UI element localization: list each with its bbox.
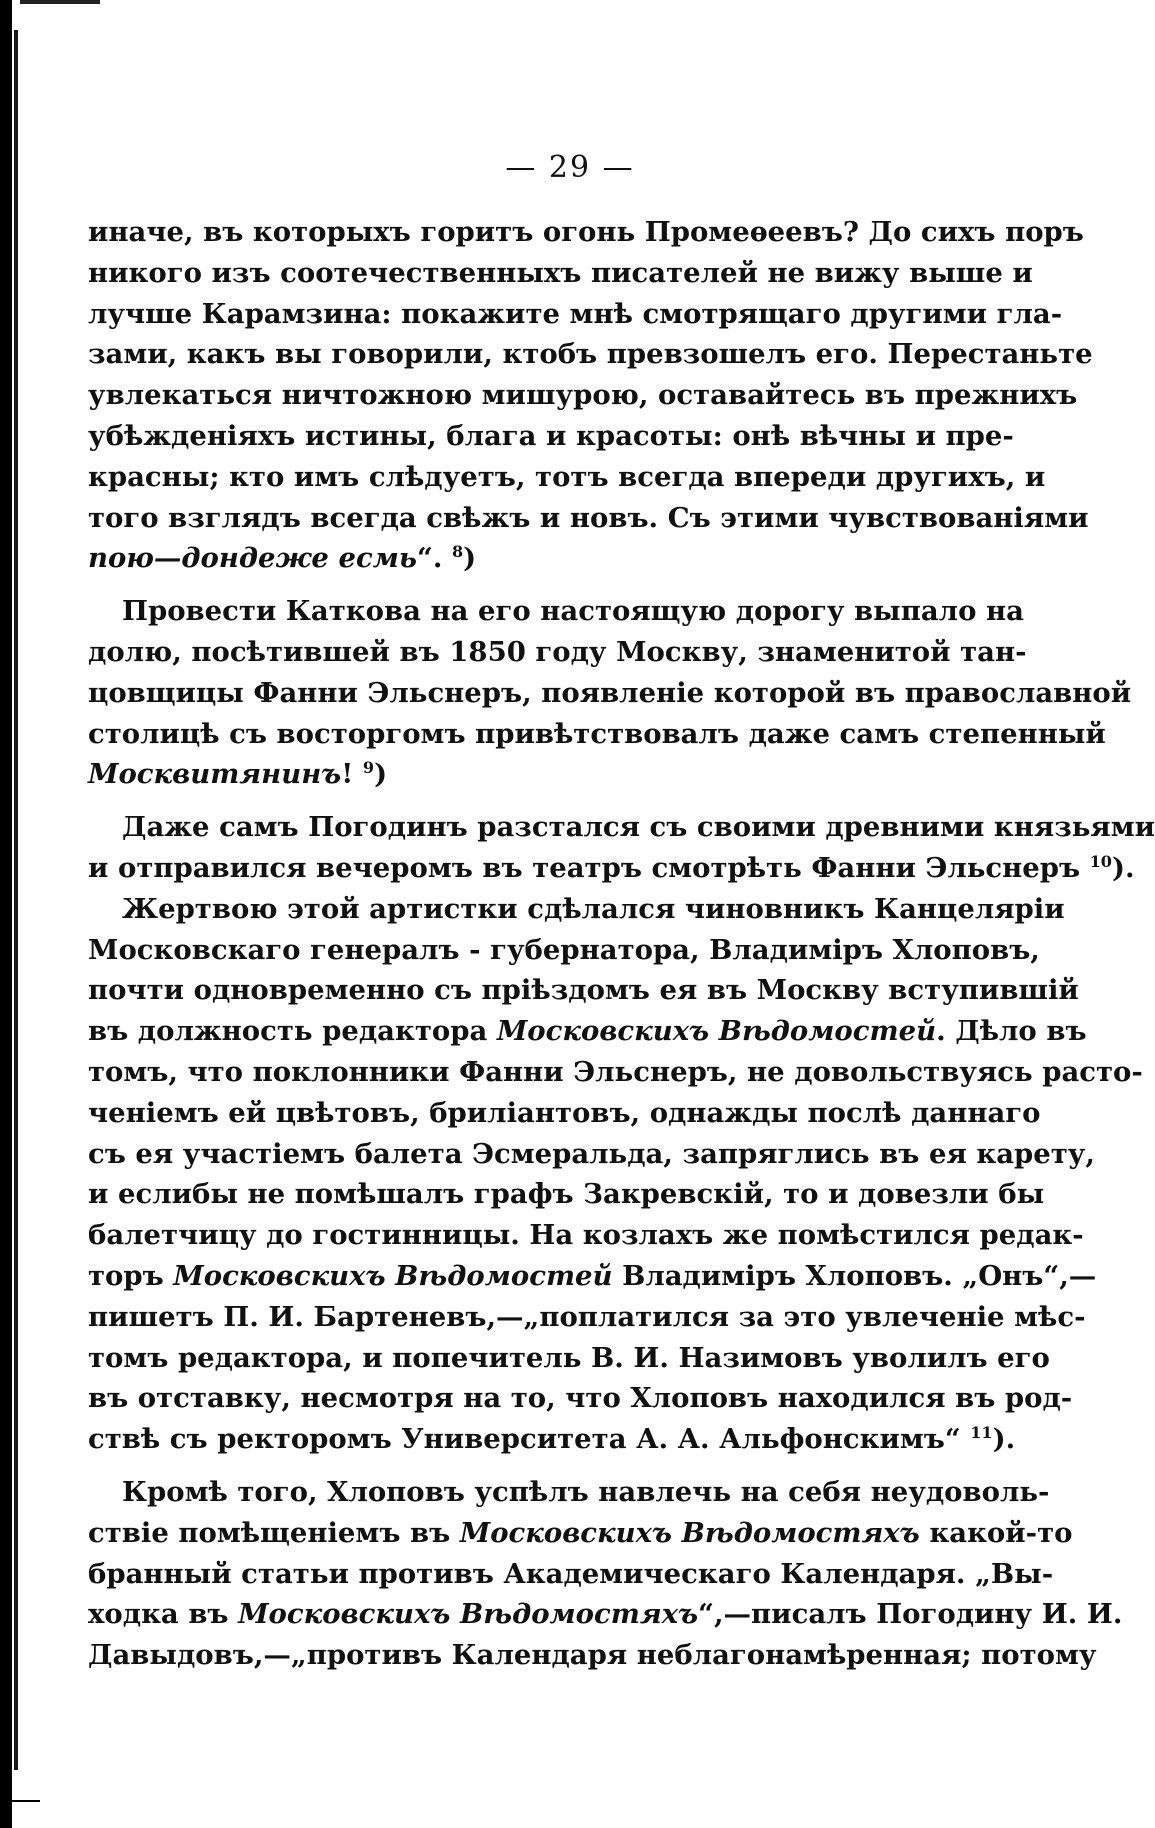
text-line: томъ редактора, и попечитель В. И. Назимовъ уволилъ его (88, 1341, 1050, 1374)
text-line: томъ, что поклонники Фанни Эльснеръ, не довольствуясь расто- (88, 1055, 1143, 1088)
text-line: иначе, въ которыхъ горитъ огонь Промеѳеевъ? До сихъ поръ (88, 216, 1084, 248)
text-line (88, 538, 928, 579)
paragraph-5 (88, 1472, 1123, 1676)
line-text: и отправился вечеромъ въ театръ смотрѣть Фанни Эльснеръ (88, 851, 1090, 884)
text-line: убѣжденіяхъ истины, блага и красоты: онѣ вѣчны и пре- (88, 419, 1014, 452)
paragraph-2 (88, 591, 1132, 795)
text-line: ченіемъ ей цвѣтовъ, бриліантовъ, однажды послѣ даннаго (88, 1096, 1041, 1129)
text-line (88, 848, 1135, 889)
text-line: никого изъ соотечественныхъ писателей не вижу выше и (88, 256, 1033, 289)
footnote-paren: ) (463, 542, 477, 575)
text-line (88, 1011, 1087, 1052)
text-line: увлекаться ничтожною мишурою, оставайтесь въ прежнихъ (88, 379, 1078, 412)
text-line: столицѣ съ восторгомъ привѣтствовалъ даже самъ степенный (88, 717, 1106, 750)
line-text: ствіе помѣщеніемъ въ (88, 1516, 460, 1549)
page-number: — 29 — (505, 150, 635, 185)
footnote-paren: ) (374, 758, 388, 791)
line-text: торъ (88, 1259, 174, 1292)
paragraph-gap (88, 579, 928, 591)
italic-title: Московскихъ Вѣдомостяхъ (459, 1516, 920, 1549)
footnote-paren: ). (1111, 851, 1135, 884)
text-line (88, 1256, 1097, 1297)
text-line: долю, посѣтившей въ 1850 году Москву, знаменитой тан- (88, 635, 1027, 668)
line-text: Владиміръ Хлоповъ. „Онъ“,— (612, 1259, 1097, 1292)
quote-end: “. (417, 542, 452, 575)
footnote-ref: 9 (362, 758, 375, 778)
italic-quote: пою—дондеже есмь (88, 542, 418, 575)
text-line: почти одновременно съ пріѣздомъ ея въ Москву вступившій (88, 974, 1079, 1007)
body-text (88, 212, 1155, 1676)
text-line: балетчицу до гостинницы. На козлахъ же помѣстился редак- (88, 1219, 1084, 1252)
line-text: ходка въ (88, 1598, 239, 1631)
italic-title: Московскихъ Вѣдомостей (173, 1259, 613, 1292)
text-line: того взглядъ всегда свѣжъ и новъ. Съ этими чувствованіями (88, 501, 1089, 534)
text-line: Жертвою этой артистки сдѣлался чиновникъ Канцеляріи (122, 892, 1065, 925)
text-line: красны; кто имъ слѣдуетъ, тотъ всегда впереди другихъ, и (88, 460, 1046, 493)
footnote-ref: 11 (970, 1422, 993, 1442)
text-line: Московскаго генералъ - губернатора, Владиміръ Хлоповъ, (88, 933, 1040, 966)
line-text: “,—писалъ Погодину И. И. (698, 1598, 1123, 1631)
paragraph-gap (88, 795, 928, 807)
text-line (88, 1594, 1123, 1635)
text-line: Провести Каткова на его настоящую дорогу выпало на (122, 595, 1024, 628)
italic-title: Московскихъ Вѣдомостяхъ (238, 1598, 699, 1631)
line-text: въ должность редактора (88, 1015, 497, 1048)
footnote-ref: 10 (1089, 851, 1112, 871)
text-line: бранный статьи противъ Академическаго Календаря. „Вы- (88, 1557, 1054, 1590)
italic-title: Москвитянинъ (88, 758, 342, 791)
line-text: ствѣ съ ректоромъ Университета А. А. Альфонскимъ“ (88, 1423, 971, 1456)
scan-binding-edge (0, 0, 12, 1828)
text-line: Кромѣ того, Хлоповъ успѣлъ навлечь на себя неудоволь- (122, 1475, 1050, 1508)
punct: ! (341, 758, 363, 791)
line-text: . Дѣло въ (936, 1015, 1087, 1048)
text-line: и еслибы не помѣшалъ графъ Закревскій, то и довезли бы (88, 1178, 1045, 1211)
text-line: зами, какъ вы говорили, ктобъ превзошелъ его. Перестаньте (88, 338, 1093, 371)
text-line (88, 754, 928, 795)
text-line (88, 1419, 1016, 1460)
footnote-ref: 8 (451, 542, 464, 562)
text-line: лучше Карамзина: покажите мнѣ смотрящаго другими гла- (88, 297, 1063, 330)
paragraph-4 (88, 889, 1143, 1460)
text-line: пишетъ П. И. Бартеневъ,—„поплатился за это увлеченіе мѣс- (88, 1300, 1086, 1333)
text-line: въ отставку, несмотря на то, что Хлоповъ находился въ род- (88, 1382, 1073, 1415)
paragraph-1 (88, 212, 1093, 579)
text-line: съ ея участіемъ балета Эсмеральда, запряглись въ ея карету, (88, 1137, 1095, 1170)
paragraph-3 (88, 807, 1155, 889)
line-text: какой-то (919, 1516, 1073, 1549)
footnote-paren: ). (992, 1423, 1016, 1456)
text-line: Даже самъ Погодинъ разстался съ своими древними князьями (122, 811, 1155, 844)
text-line: Давыдовъ,—„противъ Календаря неблагонамѣренная; потому (88, 1639, 1097, 1672)
text-line: цовщицы Фанни Эльснеръ, появленіе которой въ православной (88, 676, 1132, 709)
text-line (88, 1513, 1073, 1554)
scan-artifact-bottom (0, 1800, 40, 1802)
paragraph-gap (88, 1460, 928, 1472)
scan-artifact-top (20, 0, 100, 4)
scan-binding-shadow (14, 30, 18, 1770)
italic-title: Московскихъ Вѣдомостей (496, 1015, 937, 1048)
